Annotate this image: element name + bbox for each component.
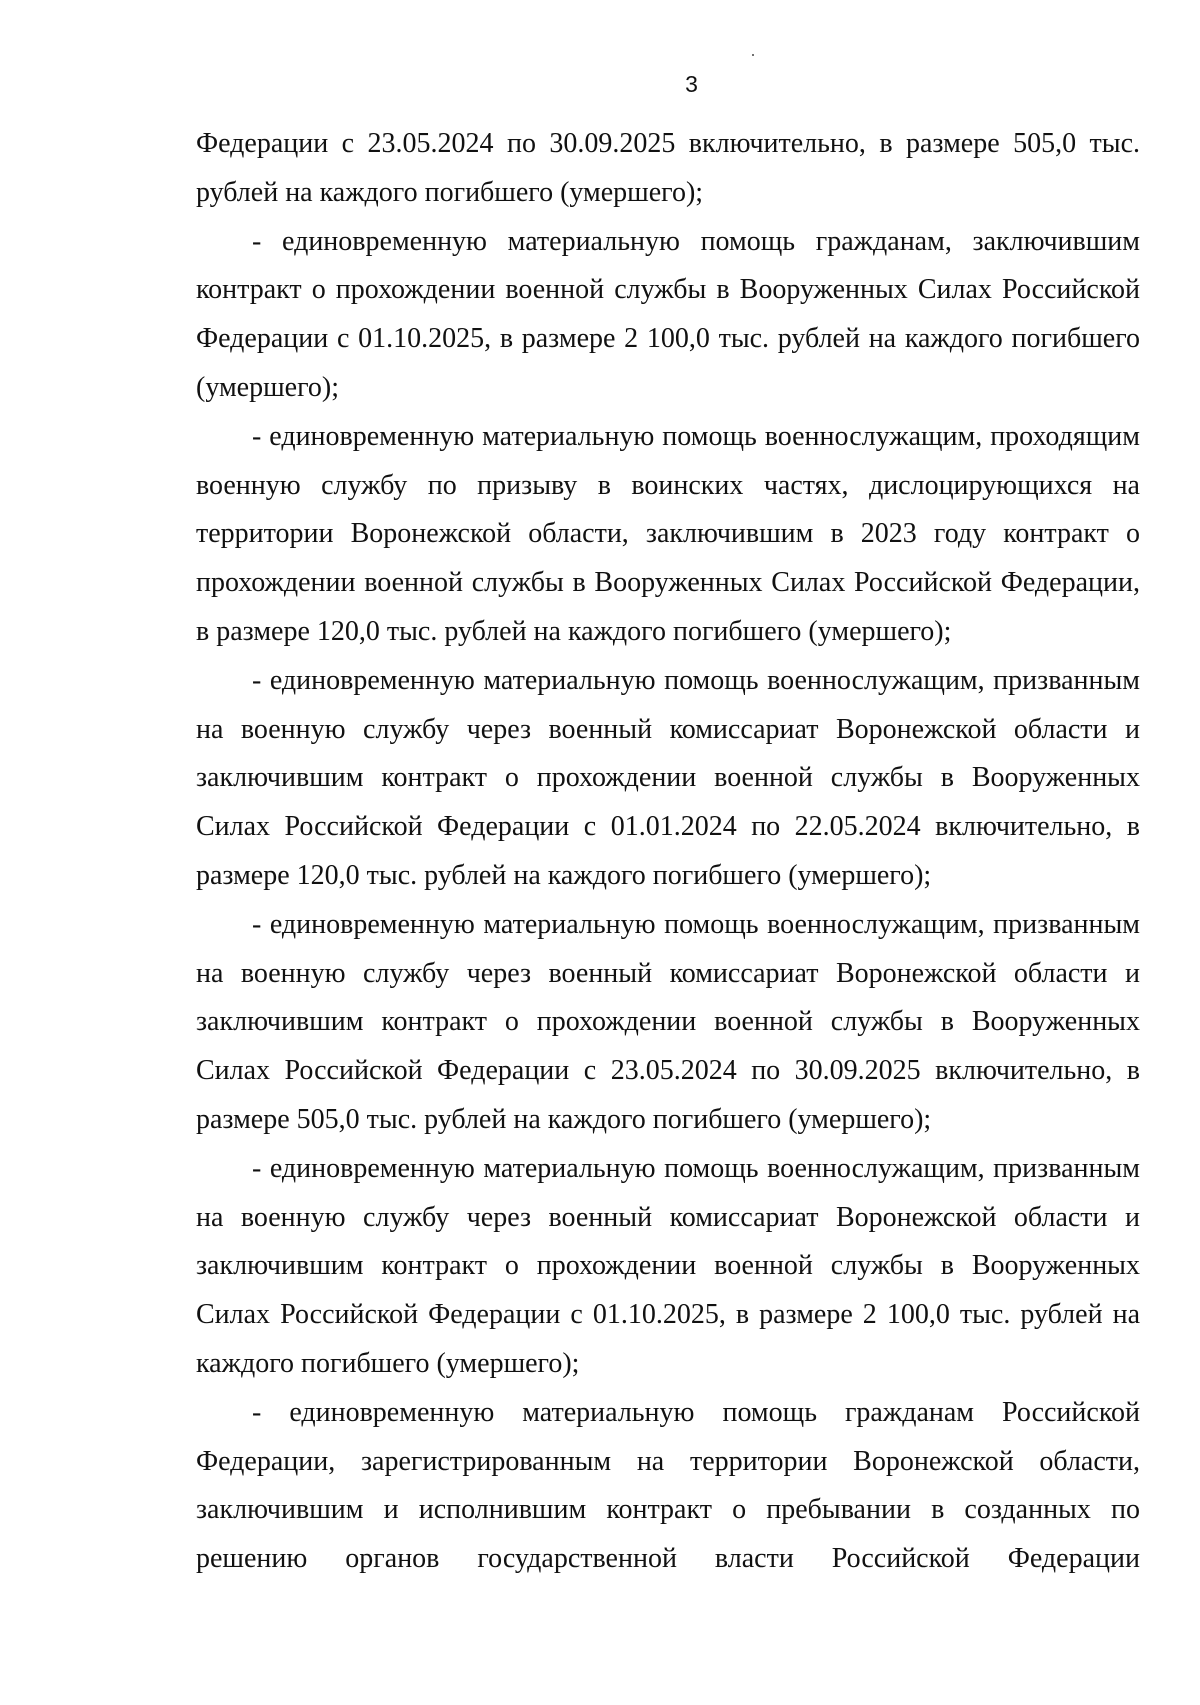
- page-number: 3: [685, 71, 698, 97]
- scan-speck: [752, 54, 754, 56]
- list-item-paragraph: - единовременную материальную помощь гражданам Российской Федерации, зарегистрированным на территории Воронежской области, заключившим и исполнившим контракт о пребывании в созданных по решению органов государственной власти Российской Федерации: [196, 1396, 1140, 1575]
- paragraph-continuation: Федерации с 23.05.2024 по 30.09.2025 включительно, в размере 505,0 тыс. рублей на каждого погибшего (умершего);: [196, 128, 1140, 208]
- list-item-paragraph: - единовременную материальную помощь гражданам, заключившим контракт о прохождении военной службы в Вооруженных Силах Российской Федерации с 01.10.2025, в размере 2 100,0 тыс. рублей на каждого погибшего (умершего);: [196, 225, 1140, 403]
- document-body: [196, 120, 1140, 1584]
- list-item-paragraph: - единовременную материальную помощь военнослужащим, призванным на военную службу через военный комиссариат Воронежской области и заключившим контракт о прохождении военной службы в Вооруженных Силах Российской Федерации с 01.10.2025, в размере 2 100,0 тыс. рублей на каждого погибшего (умершего);: [196, 1152, 1140, 1379]
- list-item-paragraph: - единовременную материальную помощь военнослужащим, призванным на военную службу через военный комиссариат Воронежской области и заключившим контракт о прохождении военной службы в Вооруженных Силах Российской Федерации с 01.01.2024 по 22.05.2024 включительно, в размере 120,0 тыс. рублей на каждого погибшего (умершего);: [196, 664, 1140, 891]
- list-item-paragraph: - единовременную материальную помощь военнослужащим, призванным на военную службу через военный комиссариат Воронежской области и заключившим контракт о прохождении военной службы в Вооруженных Силах Российской Федерации с 23.05.2024 по 30.09.2025 включительно, в размере 505,0 тыс. рублей на каждого погибшего (умершего);: [196, 908, 1140, 1135]
- list-item-paragraph: - единовременную материальную помощь военнослужащим, проходящим военную службу по призыву в воинских частях, дислоцирующихся на территории Воронежской области, заключившим в 2023 году контракт о прохождении военной службы в Вооруженных Силах Российской Федерации, в размере 120,0 тыс. рублей на каждого погибшего (умершего);: [196, 420, 1140, 647]
